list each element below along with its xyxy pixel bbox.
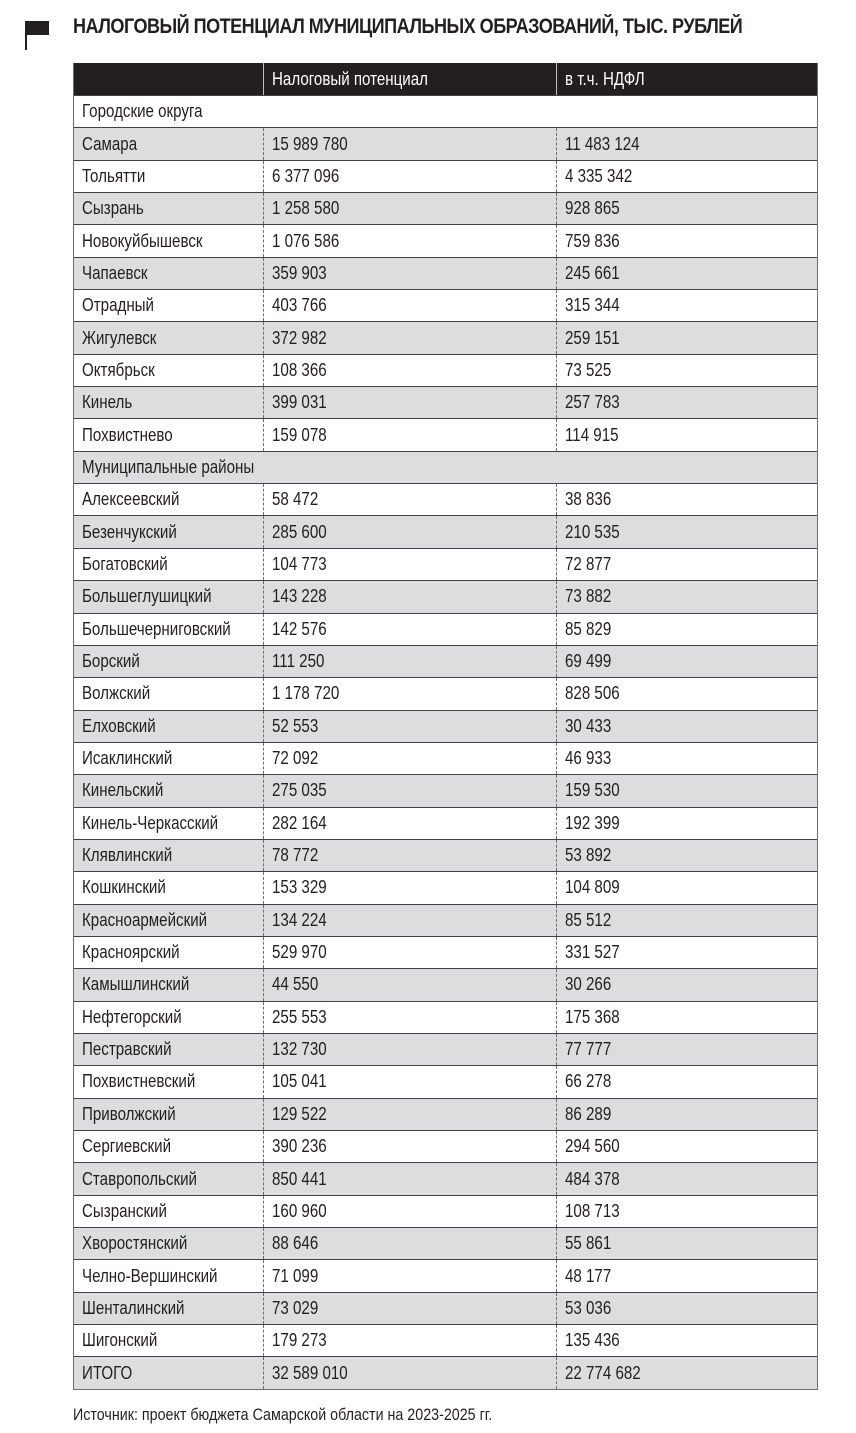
cell-potential: 850 441 (263, 1163, 556, 1194)
cell-name: Красноярский (82, 942, 180, 963)
cell-name: Ставропольский (82, 1168, 197, 1189)
table-row (74, 807, 817, 839)
tax-potential-table (73, 63, 818, 1390)
cell-name: Похвистнево (82, 424, 173, 445)
cell-ndfl: 53 036 (556, 1293, 817, 1324)
cell-ndfl: 69 499 (556, 646, 817, 677)
table-row (74, 515, 817, 547)
header-cell-name (74, 63, 263, 95)
cell-potential: 159 078 (263, 419, 556, 450)
table-row (74, 386, 817, 418)
cell-ndfl: 4 335 342 (556, 161, 817, 192)
cell-ndfl: 73 882 (556, 581, 817, 612)
cell-name: Кинель-Черкасский (82, 812, 219, 833)
table-row (74, 968, 817, 1000)
cell-potential: 285 600 (263, 516, 556, 547)
cell-potential: 71 099 (263, 1260, 556, 1291)
cell-ndfl: 85 512 (556, 905, 817, 936)
cell-potential: 108 366 (263, 355, 556, 386)
table-row (74, 839, 817, 871)
cell-potential: 282 164 (263, 808, 556, 839)
cell-name: Кинельский (82, 780, 164, 801)
cell-ndfl: 828 506 (556, 678, 817, 709)
cell-name: Сергиевский (82, 1136, 172, 1157)
cell-potential: 104 773 (263, 549, 556, 580)
cell-name: Шигонский (82, 1330, 158, 1351)
source-note: Источник: проект бюджета Самарской области на 2023-2025 гг. (73, 1405, 493, 1424)
total-row (74, 1356, 817, 1388)
cell-name: Самара (82, 133, 138, 154)
cell-potential: 129 522 (263, 1099, 556, 1130)
cell-ndfl: 135 436 (556, 1325, 817, 1356)
cell-name: Октябрьск (82, 359, 155, 380)
cell-ndfl: 30 433 (556, 711, 817, 742)
cell-name: Шенталинский (82, 1297, 185, 1318)
table-row (74, 677, 817, 709)
table-row (74, 483, 817, 515)
section-header-row (74, 451, 817, 483)
table-row (74, 645, 817, 677)
table-row (74, 160, 817, 192)
cell-ndfl: 72 877 (556, 549, 817, 580)
cell-name: Жигулевск (82, 327, 157, 348)
cell-ndfl: 108 713 (556, 1196, 817, 1227)
cell-ndfl: 55 861 (556, 1228, 817, 1259)
cell-name: Большеглушицкий (82, 586, 212, 607)
flag-icon (25, 21, 49, 50)
table-row (74, 742, 817, 774)
cell-name: Алексеевский (82, 489, 180, 510)
cell-potential: 78 772 (263, 840, 556, 871)
cell-name: Кошкинский (82, 877, 166, 898)
cell-potential: 58 472 (263, 484, 556, 515)
table-row (74, 224, 817, 256)
cell-potential: 153 329 (263, 872, 556, 903)
cell-potential: 160 960 (263, 1196, 556, 1227)
cell-name: Клявлинский (82, 845, 173, 866)
cell-name: Богатовский (82, 553, 168, 574)
cell-ndfl: 175 368 (556, 1002, 817, 1033)
cell-name: Челно-Вершинский (82, 1265, 218, 1286)
section-label: Городские округа (82, 101, 203, 122)
table-row (74, 1001, 817, 1033)
cell-ndfl: 48 177 (556, 1260, 817, 1291)
table-row (74, 418, 817, 450)
table-row (74, 710, 817, 742)
cell-potential: 255 553 (263, 1002, 556, 1033)
cell-name: Безенчукский (82, 521, 177, 542)
cell-potential: 44 550 (263, 969, 556, 1000)
table-row (74, 1227, 817, 1259)
cell-name: Большечерниговский (82, 618, 231, 639)
cell-ndfl: 73 525 (556, 355, 817, 386)
table-row (74, 1324, 817, 1356)
cell-ndfl: 11 483 124 (556, 128, 817, 159)
table-row (74, 1292, 817, 1324)
cell-potential: 529 970 (263, 937, 556, 968)
cell-potential: 105 041 (263, 1066, 556, 1097)
cell-ndfl: 484 378 (556, 1163, 817, 1194)
cell-potential: 1 076 586 (263, 225, 556, 256)
section-header-row (74, 95, 817, 127)
cell-name: Кинель (82, 392, 133, 413)
cell-potential: 15 989 780 (263, 128, 556, 159)
table-row (74, 774, 817, 806)
cell-name: Тольятти (82, 165, 146, 186)
cell-potential: 73 029 (263, 1293, 556, 1324)
cell-ndfl: 759 836 (556, 225, 817, 256)
cell-name: Похвистневский (82, 1071, 196, 1092)
table-row (74, 1162, 817, 1194)
cell-name: Елховский (82, 715, 156, 736)
cell-ndfl: 294 560 (556, 1131, 817, 1162)
cell-ndfl: 30 266 (556, 969, 817, 1000)
cell-ndfl: 259 151 (556, 322, 817, 353)
cell-name: Хворостянский (82, 1233, 188, 1254)
cell-potential: 403 766 (263, 290, 556, 321)
table-row (74, 613, 817, 645)
cell-potential: 390 236 (263, 1131, 556, 1162)
cell-ndfl: 66 278 (556, 1066, 817, 1097)
cell-potential: 1 258 580 (263, 193, 556, 224)
cell-ndfl: 192 399 (556, 808, 817, 839)
cell-name: Пестравский (82, 1039, 172, 1060)
cell-name: Борский (82, 651, 140, 672)
table-row (74, 580, 817, 612)
cell-ndfl: 38 836 (556, 484, 817, 515)
cell-ndfl: 77 777 (556, 1034, 817, 1065)
table-row (74, 1033, 817, 1065)
table-row (74, 127, 817, 159)
table-row (74, 936, 817, 968)
cell-ndfl: 104 809 (556, 872, 817, 903)
cell-ndfl: 53 892 (556, 840, 817, 871)
cell-ndfl: 114 915 (556, 419, 817, 450)
table-row (74, 1195, 817, 1227)
cell-name: Красноармейский (82, 909, 208, 930)
cell-potential: 134 224 (263, 905, 556, 936)
cell-ndfl: 46 933 (556, 743, 817, 774)
table-row (74, 871, 817, 903)
cell-name: Чапаевск (82, 262, 148, 283)
cell-ndfl: 86 289 (556, 1099, 817, 1130)
cell-name: Отрадный (82, 295, 154, 316)
cell-potential: 32 589 010 (263, 1357, 556, 1388)
cell-potential: 111 250 (263, 646, 556, 677)
cell-potential: 399 031 (263, 387, 556, 418)
cell-potential: 143 228 (263, 581, 556, 612)
cell-potential: 179 273 (263, 1325, 556, 1356)
cell-name: Сызранский (82, 1200, 167, 1221)
cell-ndfl: 85 829 (556, 614, 817, 645)
cell-name: Волжский (82, 683, 151, 704)
cell-ndfl: 257 783 (556, 387, 817, 418)
cell-name: ИТОГО (82, 1362, 133, 1383)
cell-potential: 142 576 (263, 614, 556, 645)
cell-potential: 88 646 (263, 1228, 556, 1259)
cell-ndfl: 245 661 (556, 258, 817, 289)
table-row (74, 1065, 817, 1097)
cell-ndfl: 315 344 (556, 290, 817, 321)
cell-potential: 72 092 (263, 743, 556, 774)
cell-potential: 372 982 (263, 322, 556, 353)
header-cell-ndfl: в т.ч. НДФЛ (556, 63, 817, 95)
cell-potential: 52 553 (263, 711, 556, 742)
table-row (74, 354, 817, 386)
table-row (74, 904, 817, 936)
header-cell-potential: Налоговый потенциал (263, 63, 556, 95)
cell-ndfl: 159 530 (556, 775, 817, 806)
cell-ndfl: 928 865 (556, 193, 817, 224)
table-row (74, 548, 817, 580)
table-row (74, 1098, 817, 1130)
cell-name: Нефтегорский (82, 1006, 182, 1027)
cell-potential: 1 178 720 (263, 678, 556, 709)
cell-ndfl: 210 535 (556, 516, 817, 547)
cell-ndfl: 22 774 682 (556, 1357, 817, 1388)
cell-ndfl: 331 527 (556, 937, 817, 968)
cell-name: Сызрань (82, 198, 144, 219)
cell-name: Камышлинский (82, 974, 190, 995)
table-row (74, 257, 817, 289)
cell-potential: 6 377 096 (263, 161, 556, 192)
table-row (74, 289, 817, 321)
table-row (74, 192, 817, 224)
cell-name: Новокуйбышевск (82, 230, 203, 251)
cell-potential: 359 903 (263, 258, 556, 289)
cell-potential: 132 730 (263, 1034, 556, 1065)
cell-name: Приволжский (82, 1103, 176, 1124)
cell-name: Исаклинский (82, 748, 173, 769)
table-row (74, 321, 817, 353)
table-row (74, 1130, 817, 1162)
cell-potential: 275 035 (263, 775, 556, 806)
table-header (74, 63, 817, 95)
section-label: Муниципальные районы (82, 456, 255, 477)
table-row (74, 1259, 817, 1291)
page-title: НАЛОГОВЫЙ ПОТЕНЦИАЛ МУНИЦИПАЛЬНЫХ ОБРАЗОВАНИЙ, ТЫС. РУБЛЕЙ (73, 15, 743, 38)
